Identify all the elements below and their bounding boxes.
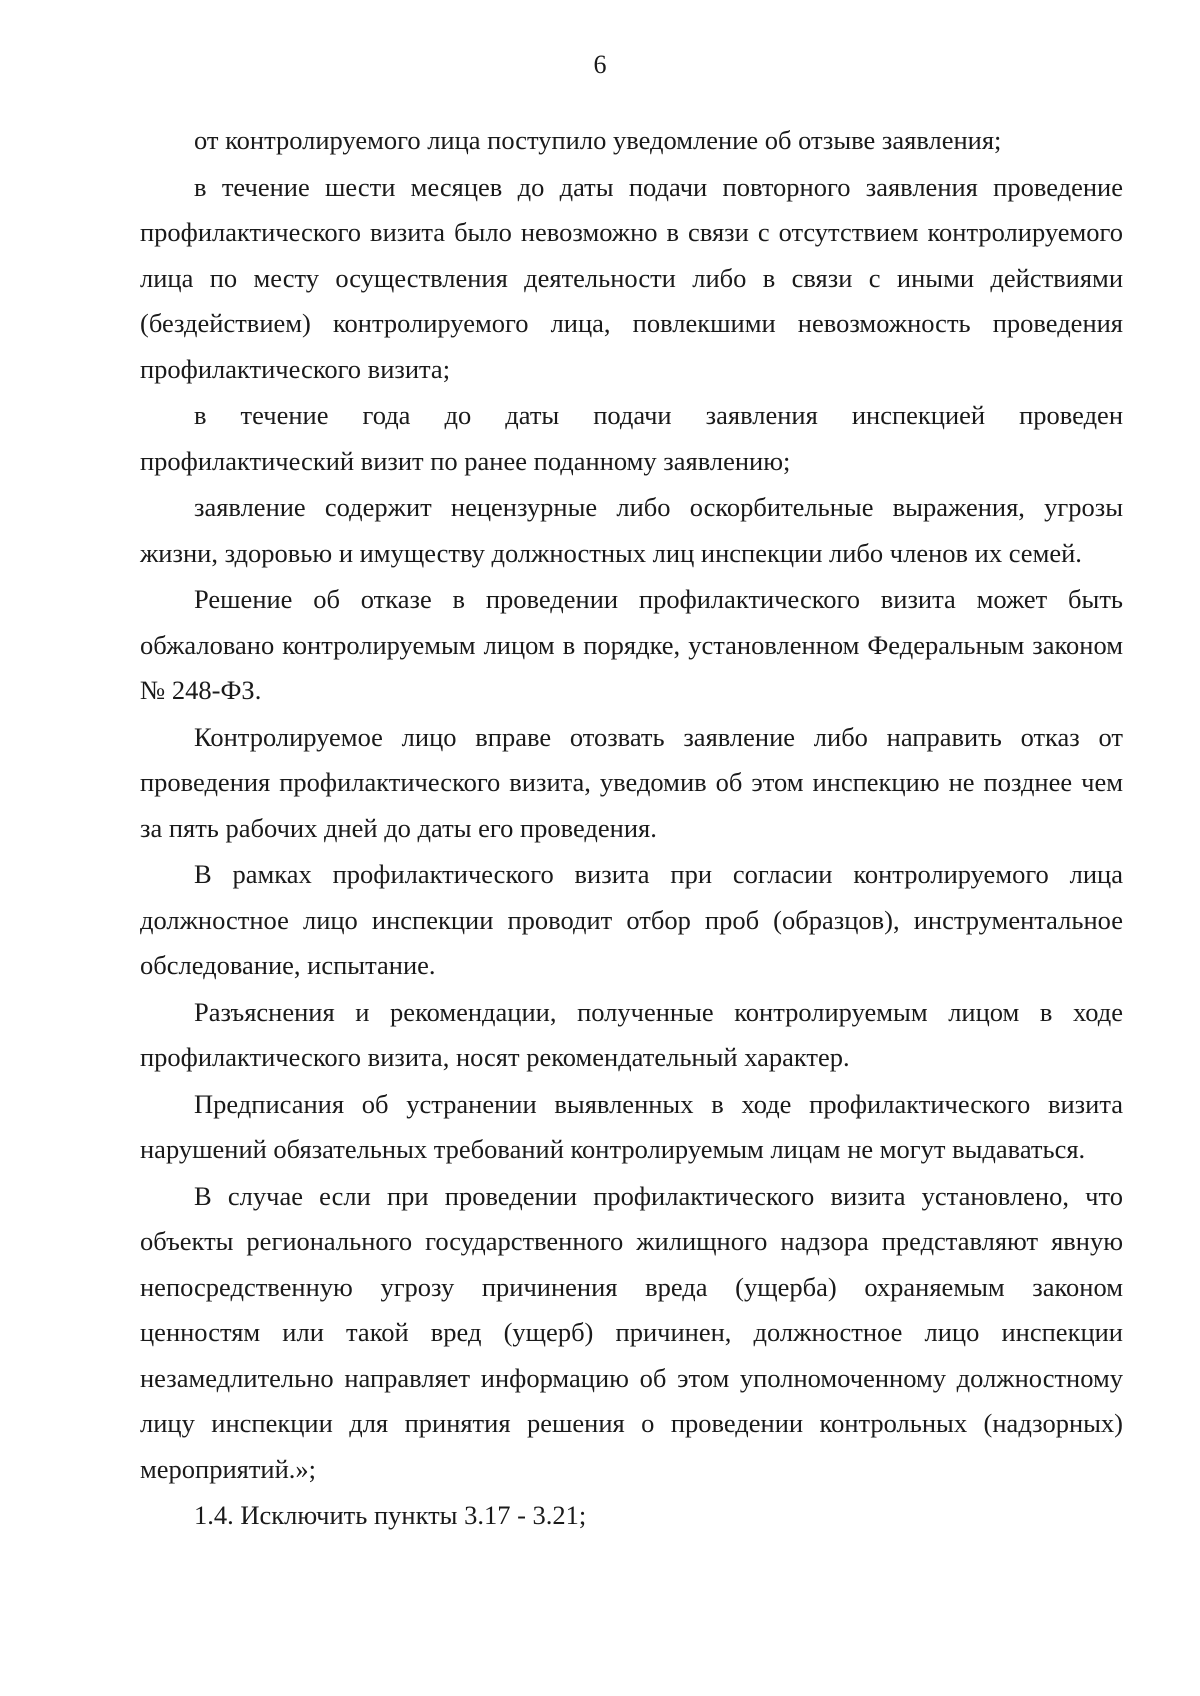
paragraph: В рамках профилактического визита при согласии контролируемого лица должностное лицо инспекции проводит отбор проб (образцов), инструментальное обследование, испытание. xyxy=(140,859,1123,980)
paragraph: В случае если при проведении профилактического визита установлено, что объекты регионального государственного жилищного надзора представляют явную непосредственную угрозу причинения вреда (ущерба) охраняемым законом ценностям или такой вред (ущерб) причинен, должностное лицо инспекции незамедлительно направляет информацию об этом уполномоченному должностному лицу инспекции для принятия решения о проведении контрольных (надзорных) мероприятий.»; xyxy=(140,1180,1123,1484)
paragraph: Решение об отказе в проведении профилактического визита может быть обжаловано контролируемым лицом в порядке, установленном Федеральным законом № 248-ФЗ. xyxy=(140,584,1123,705)
paragraph: в течение года до даты подачи заявления инспекцией проведен профилактический визит по ранее поданному заявлению; xyxy=(140,400,1123,476)
document-body xyxy=(140,118,1123,1540)
paragraph: Предписания об устранении выявленных в ходе профилактического визита нарушений обязательных требований контролируемым лицам не могут выдаваться. xyxy=(140,1088,1123,1164)
paragraph: Контролируемое лицо вправе отозвать заявление либо направить отказ от проведения профилактического визита, уведомив об этом инспекцию не позднее чем за пять рабочих дней до даты его проведения. xyxy=(140,721,1123,843)
paragraph: Разъяснения и рекомендации, полученные контролируемым лицом в ходе профилактического визита, носят рекомендательный характер. xyxy=(140,996,1123,1072)
paragraph: заявление содержит нецензурные либо оскорбительные выражения, угрозы жизни, здоровью и имуществу должностных лиц инспекции либо членов их семей. xyxy=(140,492,1123,568)
page-number: 6 xyxy=(593,50,607,79)
paragraph: в течение шести месяцев до даты подачи повторного заявления проведение профилактического визита было невозможно в связи с отсутствием контролируемого лица по месту осуществления деятельности либо в связи с иными действиями (бездействием) контролируемого лица, повлекшими невозможность проведения профилактического визита; xyxy=(140,171,1123,384)
paragraph-item: 1.4. Исключить пункты 3.17 - 3.21; xyxy=(194,1500,587,1530)
paragraph: от контролируемого лица поступило уведомление об отзыве заявления; xyxy=(194,125,1002,155)
